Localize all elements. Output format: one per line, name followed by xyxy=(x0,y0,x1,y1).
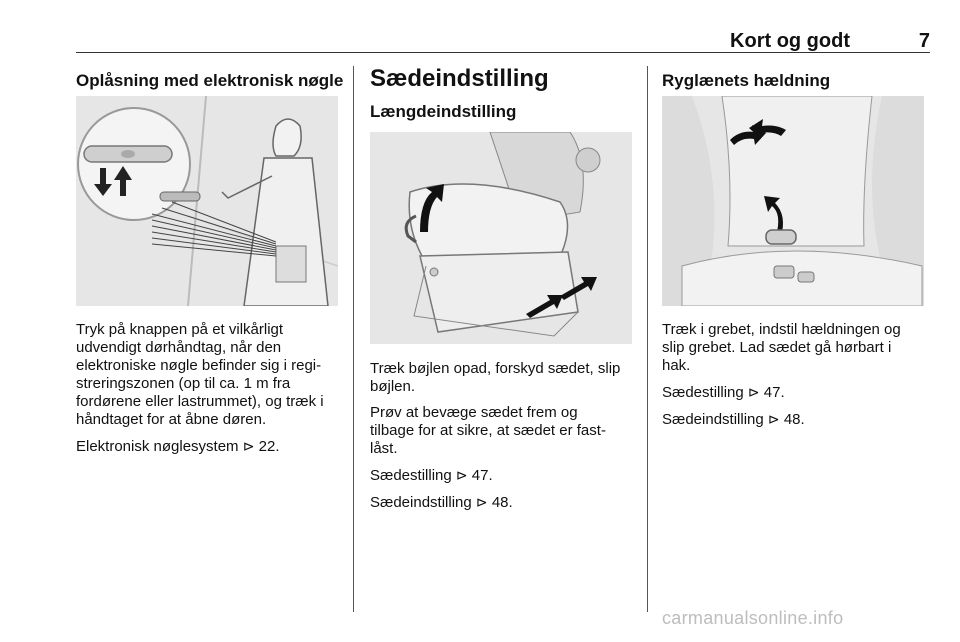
col1-line: elektroniske nøgle befinder sig i regi- xyxy=(76,357,322,374)
col2-line: Træk bøjlen opad, forskyd sædet, slip xyxy=(370,360,621,377)
col3-heading: Ryglænets hældning xyxy=(662,71,831,90)
reference-text: Sædestilling xyxy=(370,467,452,484)
reference-text: Sædeindstilling xyxy=(370,494,472,511)
col2-reference-2 xyxy=(370,493,640,512)
section-title: Sædeindstilling xyxy=(370,65,549,92)
page-ref-arrow-icon: ⊳ xyxy=(475,494,488,510)
col2-body xyxy=(370,360,640,520)
column-divider-1 xyxy=(353,66,354,612)
page-ref-arrow-icon: ⊳ xyxy=(242,438,255,454)
col3-line: Træk i grebet, indstil hældningen og xyxy=(662,321,901,338)
reference-page: 47. xyxy=(471,467,493,484)
reference-page: 48. xyxy=(491,494,513,511)
reference-page: 48. xyxy=(783,411,805,428)
col2-title-wrap xyxy=(370,65,549,123)
header-rule xyxy=(76,52,930,53)
reference-page: 47. xyxy=(763,384,785,401)
col1-body xyxy=(76,321,346,464)
reference-page: 22. xyxy=(258,438,280,455)
col2-line: tilbage for at sikre, at sædet er fast- xyxy=(370,422,606,439)
col2-reference-1 xyxy=(370,466,640,485)
page-ref-arrow-icon: ⊳ xyxy=(767,411,780,427)
reference-text: Sædestilling xyxy=(662,384,744,401)
watermark: carmanualsonline.info xyxy=(662,608,844,628)
col1-line: Tryk på knappen på et vilkårligt xyxy=(76,321,284,338)
page-ref-arrow-icon: ⊳ xyxy=(747,384,760,400)
col3-reference-2 xyxy=(662,410,932,429)
column-divider-2 xyxy=(647,66,648,612)
col3-line: slip grebet. Lad sædet gå hørbart i xyxy=(662,339,892,356)
col1-heading-wrap xyxy=(76,70,343,92)
page-ref-arrow-icon: ⊳ xyxy=(455,467,468,483)
col2-line: låst. xyxy=(370,440,398,457)
longitudinal-adjustment-illustration xyxy=(370,132,632,344)
keyless-entry-illustration xyxy=(76,96,338,306)
col3-body xyxy=(662,321,932,437)
col1-line: streringszonen (op til ca. 1 m fra xyxy=(76,375,291,392)
col2-line: bøjlen. xyxy=(370,378,416,395)
col1-reference xyxy=(76,437,346,456)
col1-line: håndtaget for at åbne døren. xyxy=(76,411,267,428)
col3-line: hak. xyxy=(662,357,691,374)
page-header-title: Kort og godt xyxy=(730,30,850,52)
col1-line: udvendigt dørhåndtag, når den xyxy=(76,339,282,356)
col1-line: fordørene eller lastrummet), og træk i xyxy=(76,393,324,410)
backrest-recline-illustration xyxy=(662,96,924,306)
reference-text: Elektronisk nøglesystem xyxy=(76,438,239,455)
page-number: 7 xyxy=(918,30,930,52)
reference-text: Sædeindstilling xyxy=(662,411,764,428)
col3-reference-1 xyxy=(662,383,932,402)
col2-line: Prøv at bevæge sædet frem og xyxy=(370,404,578,421)
col1-heading: Oplåsning med elektronisk nøgle xyxy=(76,71,344,90)
col3-heading-wrap xyxy=(662,70,830,92)
col2-heading: Længdeindstilling xyxy=(370,102,517,121)
